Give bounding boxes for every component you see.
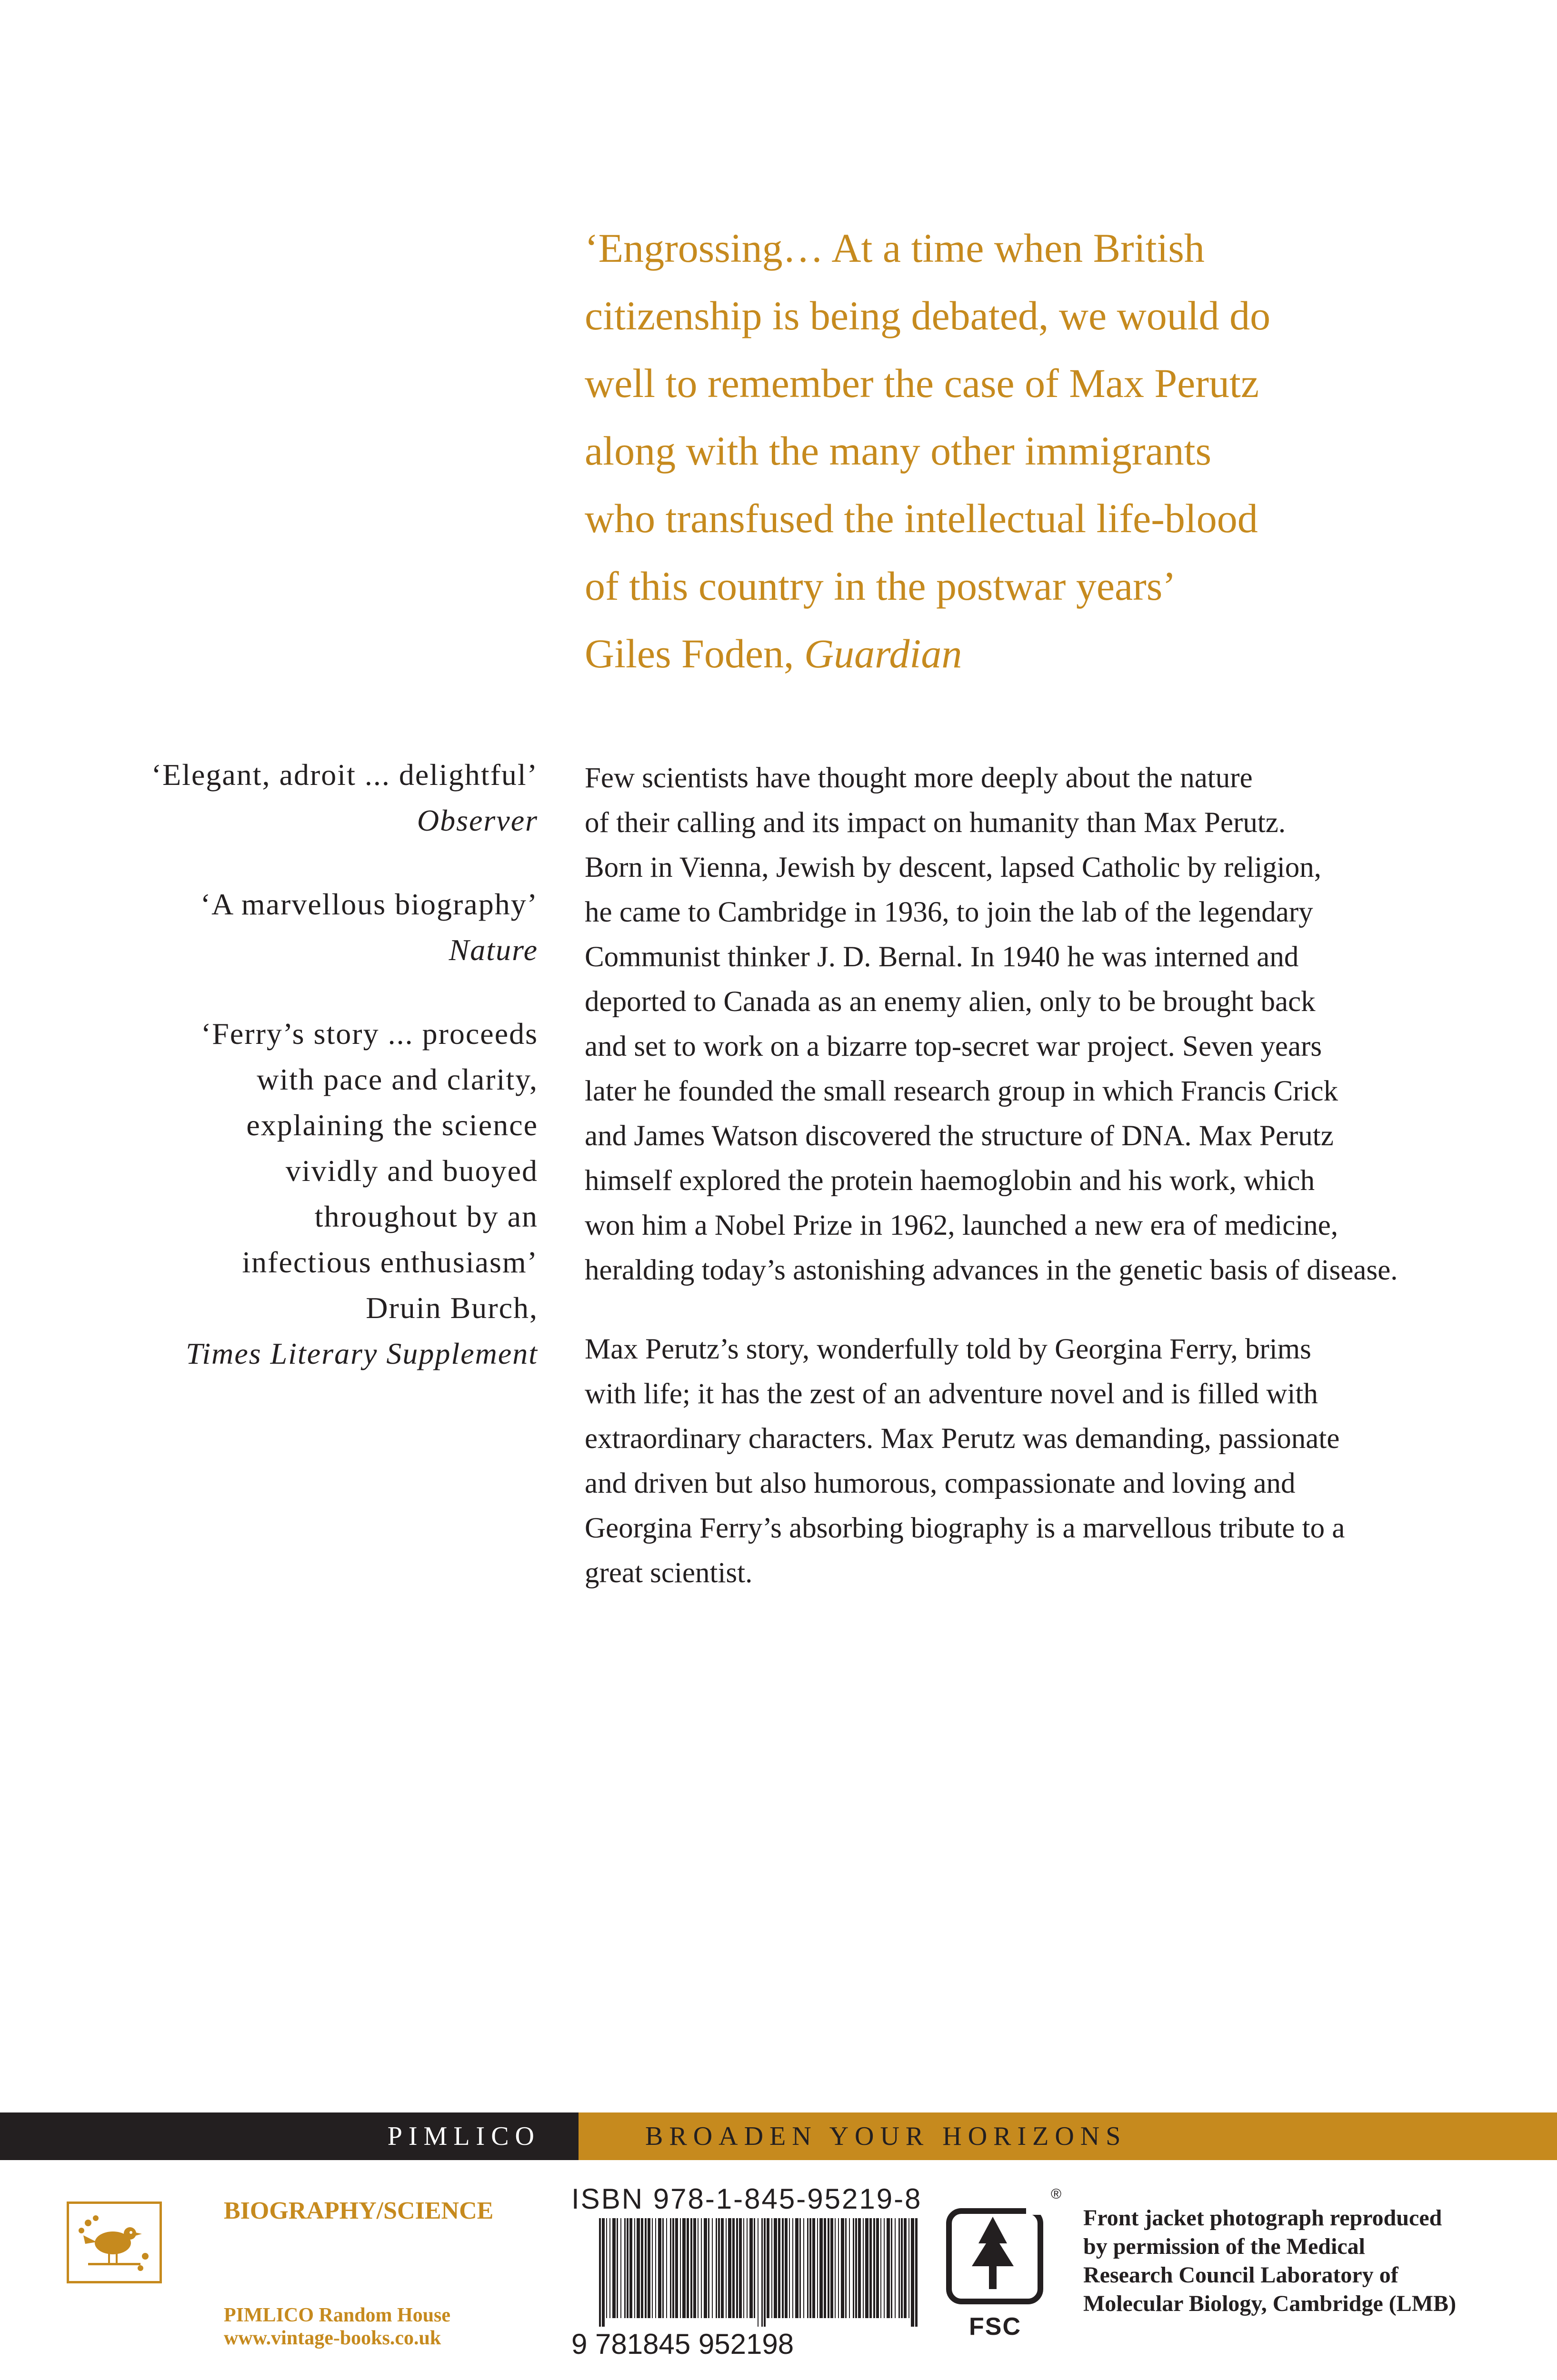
barcode-bar — [911, 2218, 914, 2327]
blurb-line: with life; it has the zest of an adventure novel and is filled with — [585, 1378, 1318, 1410]
barcode-bar — [716, 2218, 717, 2318]
barcode-digits: 9 781845 952198 — [571, 2328, 794, 2360]
barcode-bar — [687, 2218, 689, 2318]
barcode-bar — [728, 2218, 731, 2318]
barcode-bar — [761, 2218, 763, 2327]
barcode-bar — [670, 2218, 671, 2318]
review-author: Druin Burch, — [366, 1291, 538, 1325]
blurb-line: deported to Canada as an enemy alien, only to be brought back — [585, 986, 1316, 1018]
barcode-bar — [812, 2218, 815, 2318]
quote-author: Giles Foden, — [585, 631, 805, 676]
barcode-bar — [629, 2218, 632, 2318]
barcode-bar — [819, 2218, 823, 2318]
barcode-bar — [747, 2218, 748, 2318]
barcode-bar — [853, 2218, 854, 2318]
barcode-bar — [789, 2218, 790, 2318]
barcode-bar — [785, 2218, 788, 2318]
barcode-bar — [704, 2218, 707, 2318]
barcode-bar — [708, 2218, 709, 2318]
barcode-bar — [666, 2218, 667, 2318]
barcode-bar — [835, 2218, 836, 2318]
tagline-band: BROADEN YOUR HORIZONS — [579, 2112, 1557, 2160]
credit-line: Research Council Laboratory of — [1083, 2262, 1398, 2288]
quote-line: of this country in the postwar years’ — [585, 563, 1176, 609]
barcode-bar — [817, 2218, 818, 2318]
quote-attribution — [585, 620, 1489, 687]
barcode-bar — [901, 2218, 903, 2318]
registered-mark: ® — [1051, 2186, 1062, 2202]
photo-credit — [1083, 2204, 1536, 2318]
barcode-bar — [732, 2218, 735, 2318]
blurb-paragraph — [585, 756, 1480, 1293]
barcode-bar — [807, 2218, 808, 2318]
barcode-bar — [712, 2218, 713, 2318]
imprint — [224, 2304, 450, 2350]
credit-line: Molecular Biology, Cambridge (LMB) — [1083, 2291, 1457, 2316]
barcode-bar — [718, 2218, 720, 2318]
review-quotes — [71, 752, 538, 1415]
barcode-bar — [680, 2218, 681, 2318]
review-source: Nature — [449, 933, 538, 967]
barcode-bar — [774, 2218, 777, 2318]
imprint-website: www.vintage-books.co.uk — [224, 2327, 441, 2349]
review-text: explaining the science — [246, 1108, 538, 1142]
featured-quote — [585, 214, 1489, 687]
blurb-line: he came to Cambridge in 1936, to join the lab of the legendary — [585, 896, 1313, 928]
blurb-line: Born in Vienna, Jewish by descent, lapsed Catholic by religion, — [585, 852, 1322, 883]
quote-line: along with the many other immigrants — [585, 428, 1212, 474]
barcode-bar — [609, 2218, 610, 2318]
book-blurb — [585, 756, 1480, 1596]
barcode-bar — [887, 2218, 890, 2318]
barcode-bar — [641, 2218, 643, 2318]
blurb-line: Georgina Ferry’s absorbing biography is a marvellous tribute to a — [585, 1512, 1345, 1544]
quote-line: ‘Engrossing… At a time when British — [585, 225, 1205, 271]
publisher-band: PIMLICO — [0, 2112, 579, 2160]
review-source: Times Literary Supplement — [186, 1337, 538, 1370]
barcode-bar — [655, 2218, 656, 2318]
barcode-bar — [754, 2218, 755, 2318]
review-text: ‘Ferry’s story ... proceeds — [200, 1017, 538, 1051]
barcode-bar — [792, 2218, 793, 2318]
barcode-bar — [884, 2218, 885, 2318]
barcode-bar — [845, 2218, 847, 2318]
barcode-bar — [876, 2218, 879, 2318]
barcode-bar — [828, 2218, 829, 2318]
quote-line: who transfused the intellectual life-blood — [585, 496, 1258, 541]
barcode-bar — [612, 2218, 616, 2318]
barcode-bar — [658, 2218, 661, 2318]
barcode-bar — [602, 2218, 605, 2327]
barcode-bar — [726, 2218, 727, 2318]
barcode-bar — [624, 2218, 626, 2318]
review-text: throughout by an — [314, 1200, 538, 1233]
barcode-bar — [698, 2218, 699, 2318]
barcode-bar — [672, 2218, 674, 2318]
barcode-bar — [838, 2218, 839, 2318]
barcode-bar — [841, 2218, 844, 2318]
blurb-line: Communist thinker J. D. Bernal. In 1940 he was interned and — [585, 941, 1299, 973]
barcode-bar — [891, 2218, 892, 2318]
barcode-bar — [767, 2218, 769, 2318]
barcode-bar — [701, 2218, 702, 2318]
barcode-bar — [652, 2218, 653, 2318]
blurb-line: and driven but also humorous, compassionate and loving and — [585, 1468, 1296, 1499]
barcode-bar — [736, 2218, 738, 2318]
review-quote — [71, 1011, 538, 1377]
barcode-bar — [749, 2218, 753, 2318]
bird-icon — [67, 2202, 162, 2283]
barcode-bar — [690, 2218, 692, 2318]
barcode-bar — [869, 2218, 872, 2318]
barcode-bar — [764, 2218, 766, 2327]
barcode-bar — [634, 2218, 635, 2318]
barcode-bar — [898, 2218, 900, 2318]
barcode-bar — [863, 2218, 864, 2318]
credit-line: Front jacket photograph reproduced — [1083, 2205, 1442, 2231]
barcode-bar — [915, 2218, 918, 2327]
blurb-line: Max Perutz’s story, wonderfully told by Georgina Ferry, brims — [585, 1333, 1311, 1365]
barcode-bar — [778, 2218, 780, 2318]
blurb-paragraph — [585, 1327, 1480, 1596]
fsc-label: FSC — [969, 2313, 1021, 2340]
blurb-line: Few scientists have thought more deeply about the nature — [585, 762, 1253, 794]
barcode-bar — [858, 2218, 861, 2318]
isbn: ISBN 978-1-845-95219-8 — [571, 2183, 922, 2215]
barcode-bar — [627, 2218, 629, 2318]
barcode-bar — [873, 2218, 875, 2318]
blurb-line: great scientist. — [585, 1557, 753, 1589]
barcode-bar — [803, 2218, 804, 2318]
barcode-bar — [865, 2218, 868, 2318]
review-source: Observer — [417, 803, 538, 837]
blurb-line: and set to work on a bizarre top-secret war project. Seven years — [585, 1031, 1322, 1062]
barcode-bar — [637, 2218, 640, 2318]
barcode-bar — [617, 2218, 618, 2318]
credit-line: by permission of the Medical — [1083, 2234, 1365, 2259]
barcode-bar — [809, 2218, 811, 2318]
barcode-bar — [771, 2218, 772, 2318]
barcode — [599, 2218, 923, 2327]
barcode-bar — [693, 2218, 696, 2318]
review-text: ‘A marvellous biography’ — [200, 887, 538, 921]
barcode-bar — [721, 2218, 724, 2318]
barcode-bar — [648, 2218, 650, 2318]
blurb-line: extraordinary characters. Max Perutz was demanding, passionate — [585, 1423, 1340, 1455]
barcode-bar — [739, 2218, 742, 2318]
barcode-bar — [662, 2218, 664, 2318]
category-label: BIOGRAPHY/SCIENCE — [224, 2197, 494, 2224]
barcode-bar — [645, 2218, 647, 2318]
barcode-bar — [908, 2218, 909, 2318]
barcode-bar — [682, 2218, 686, 2318]
review-text: infectious enthusiasm’ — [242, 1245, 538, 1279]
blurb-line: won him a Nobel Prize in 1962, launched a new era of medicine, — [585, 1210, 1338, 1241]
fsc-tree-icon — [945, 2182, 1062, 2309]
barcode-bar — [758, 2218, 759, 2327]
review-quote — [71, 752, 538, 843]
blurb-line: of their calling and its impact on humanity than Max Perutz. — [585, 807, 1286, 839]
barcode-bar — [880, 2218, 881, 2318]
barcode-bar — [599, 2218, 601, 2327]
quote-source: Guardian — [804, 631, 962, 676]
barcode-bar — [824, 2218, 826, 2318]
barcode-bar — [855, 2218, 857, 2318]
blurb-line: himself explored the protein haemoglobin and his work, which — [585, 1165, 1315, 1197]
barcode-bar — [795, 2218, 798, 2318]
quote-line: citizenship is being debated, we would do — [585, 293, 1271, 338]
blurb-line: heralding today’s astonishing advances in the genetic basis of disease. — [585, 1254, 1398, 1286]
quote-line: well to remember the case of Max Perutz — [585, 360, 1259, 406]
barcode-bar — [606, 2218, 607, 2318]
barcode-bar — [743, 2218, 744, 2318]
barcode-bar — [799, 2218, 801, 2318]
imprint-name: PIMLICO Random House — [224, 2304, 451, 2326]
review-text: ‘Elegant, adroit ... delightful’ — [151, 758, 538, 792]
barcode-bar — [849, 2218, 850, 2318]
barcode-bar — [830, 2218, 833, 2318]
review-text: vividly and buoyed — [285, 1154, 538, 1188]
review-text: with pace and clarity, — [257, 1062, 538, 1096]
blurb-line: and James Watson discovered the structure of DNA. Max Perutz — [585, 1120, 1334, 1152]
barcode-bar — [675, 2218, 678, 2318]
review-quote — [71, 882, 538, 973]
barcode-bar — [620, 2218, 621, 2318]
blurb-line: later he founded the small research group in which Francis Crick — [585, 1075, 1338, 1107]
barcode-bar — [782, 2218, 784, 2318]
barcode-bar — [895, 2218, 896, 2318]
barcode-bar — [904, 2218, 907, 2318]
